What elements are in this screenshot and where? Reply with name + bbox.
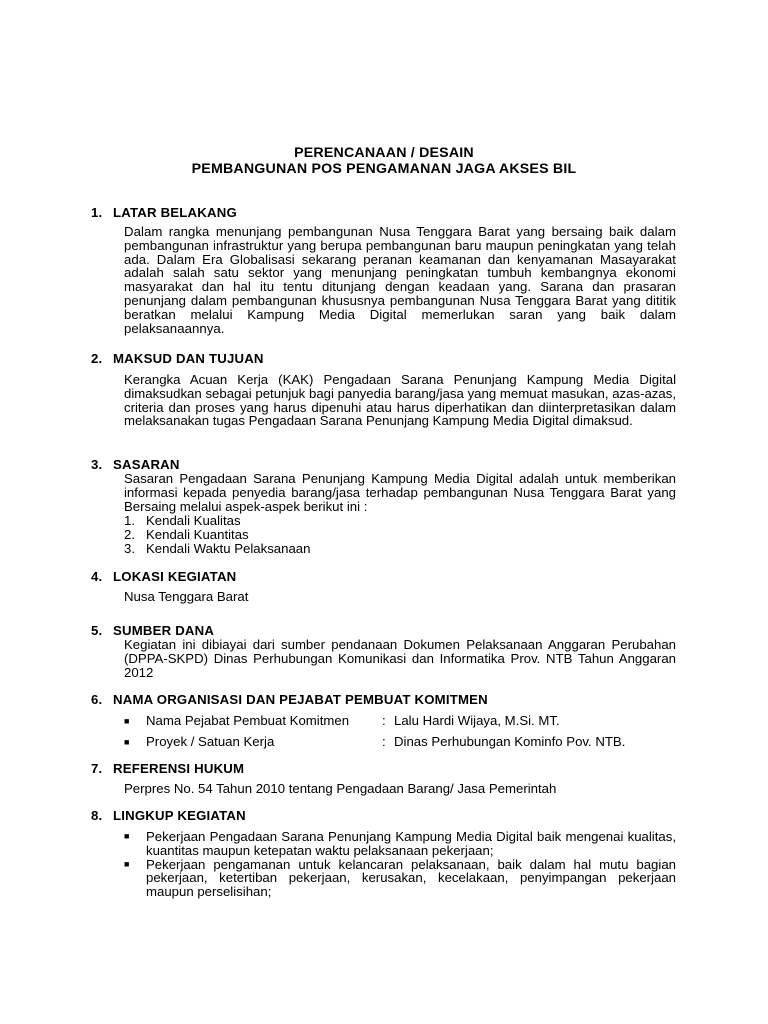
section-number: 3. [91, 457, 103, 472]
section-number: 2. [91, 351, 103, 366]
section-title: LINGKUP KEGIATAN [113, 808, 246, 823]
document-title-line1: PERENCANAAN / DESAIN [294, 145, 474, 161]
section-title: LOKASI KEGIATAN [113, 569, 237, 584]
section-number: 7. [91, 761, 103, 776]
section-body-lokasi: Nusa Tenggara Barat [124, 589, 249, 604]
section-title: SUMBER DANA [113, 623, 215, 638]
section-title: LATAR BELAKANG [113, 205, 237, 220]
section-title: SASARAN [113, 457, 180, 472]
section-heading-latar-belakang [91, 206, 237, 220]
list-item: 2. Kendali Kuantitas [124, 526, 249, 542]
section-body-sumber-dana [124, 638, 676, 679]
section-title: NAMA ORGANISASI DAN PEJABAT PEMBUAT KOMITMEN [113, 692, 488, 707]
section-heading-sumber-dana [91, 624, 214, 638]
scope-list [124, 830, 676, 899]
section-heading-lokasi [91, 570, 236, 584]
section-body-latar-belakang [124, 225, 676, 335]
aspect-list [124, 514, 310, 555]
section-number: 1. [91, 205, 103, 220]
section-body-maksud-tujuan [124, 373, 676, 428]
section-title: REFERENSI HUKUM [113, 761, 245, 776]
list-item: 3. Kendali Waktu Pelaksanaan [124, 540, 311, 556]
section-title: MAKSUD DAN TUJUAN [113, 351, 264, 366]
info-row-pejabat: ■ Nama Pejabat Pembuat Komitmen : Lalu Hardi Wijaya, M.Si. MT. [124, 713, 560, 728]
bullet-icon: ■ [124, 831, 130, 841]
section-heading-organisasi [91, 693, 488, 707]
info-row-satuan-kerja: ■ Proyek / Satuan Kerja : Dinas Perhubungan Kominfo Pov. NTB. [124, 734, 626, 749]
info-value: Dinas Perhubungan Kominfo Pov. NTB. [394, 734, 626, 749]
info-key: Nama Pejabat Pembuat Komitmen [146, 713, 350, 728]
paragraph: Sasaran Pengadaan Sarana Penunjang Kampung Media Digital adalah untuk memberikan informasi kepada penyedia barang/jasa terhadap pembangunan Nusa Tenggara Barat yang Bersaing melalui aspek-aspek berikut ini : [124, 471, 676, 514]
section-body-sasaran [124, 472, 676, 513]
section-number: 4. [91, 569, 103, 584]
section-number: 8. [91, 808, 103, 823]
bullet-icon: ■ [124, 737, 130, 747]
info-key: Proyek / Satuan Kerja [146, 734, 275, 749]
list-item: 1. Kendali Kualitas [124, 513, 241, 528]
section-heading-referensi [91, 762, 244, 776]
list-item: ■ Pekerjaan pengamanan untuk kelancaran pelaksanaan, baik dalam hal mutu bagian pekerjaan, ketertiban pekerjaan, kerusakan, kecelakaan, penyimpangan pekerjaan maupun perselisihan; [124, 856, 676, 900]
section-number: 5. [91, 623, 103, 638]
paragraph: Kerangka Acuan Kerja (KAK) Pengadaan Sarana Penunjang Kampung Media Digital dimaksudkan sebagai petunjuk bagi panyedia barang/jasa yang memuat masukan, azas-azas, criteria dan proses yang harus dipenuhi atau harus diperhatikan dan diinterpretasikan dalam melaksanakan tugas Pengadaan Sarana Penunjang Kampung Media Digital dimaksud. [124, 372, 676, 429]
section-heading-maksud-tujuan [91, 352, 264, 366]
section-heading-lingkup [91, 809, 246, 823]
list-item: ■ Pekerjaan Pengadaan Sarana Penunjang Kampung Media Digital baik mengenai kualitas, kuantitas maupun ketepatan waktu pelaksanaan pekerjaan; [124, 829, 676, 858]
paragraph: Dalam rangka menunjang pembangunan Nusa Tenggara Barat yang bersaing baik dalam pembangunan infrastruktur yang berupa pembangunan baru maupun peningkatan yang telah ada. Dalam Era Globalisasi sekarang peranan keamanan dan kenyamanan Masayarakat adalah salah satu sektor yang menunjang peningkatan tumbuh kembangnya ekonomi masyarakat dan hal itu tentu ditunjang dengan keadaan yang. Sarana dan prasaran penunjang dalam pembangunan khususnya pembangunan Nusa Tenggara Barat yang dititik beratkan melalui Kampung Media Digital memerlukan saran yang baik dalam pelaksanaannya. [124, 224, 676, 336]
document-title-line2: PEMBANGUNAN POS PENGAMANAN JAGA AKSES BIL [191, 161, 577, 177]
section-number: 6. [91, 692, 103, 707]
bullet-icon: ■ [124, 716, 130, 726]
info-value: Lalu Hardi Wijaya, M.Si. MT. [394, 713, 560, 728]
paragraph: Kegiatan ini dibiayai dari sumber pendanaan Dokumen Pelaksanaan Anggaran Perubahan (DPPA-SKPD) Dinas Perhubungan Komunikasi dan Informatika Prov. NTB Tahun Anggaran 2012 [124, 637, 676, 680]
bullet-icon: ■ [124, 858, 130, 869]
section-heading-sasaran [91, 458, 180, 472]
section-body-referensi: Perpres No. 54 Tahun 2010 tentang Pengadaan Barang/ Jasa Pemerintah [124, 781, 557, 796]
